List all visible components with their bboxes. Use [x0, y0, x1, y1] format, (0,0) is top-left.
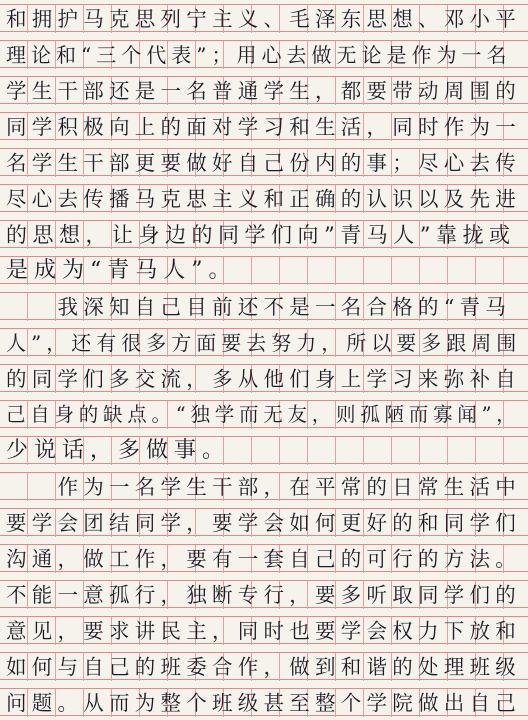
- essay-line-row: [0, 436, 528, 464]
- essay-line-row: [0, 364, 528, 392]
- grid-cell: [308, 257, 336, 285]
- grid-cell: [336, 437, 364, 465]
- grid-cell: [476, 437, 504, 465]
- essay-line-row: [0, 580, 528, 608]
- essay-line-row: [0, 292, 528, 320]
- essay-line-row: [0, 112, 528, 140]
- essay-line-text: 同学积极向上的面对学习和生活，同时作为一: [6, 115, 521, 139]
- grid-cell: [420, 257, 448, 285]
- grid-cell: [392, 257, 420, 285]
- grid-cell: [448, 257, 476, 285]
- essay-line-row: [0, 616, 528, 644]
- grid-cell: [280, 437, 308, 465]
- essay-line-text: 沟通，做工作，要有一套自己的可行的方法。: [6, 547, 521, 571]
- grid-cell: [476, 257, 504, 285]
- essay-line-text: 名学生干部更要做好自己份内的事；尽心去传: [6, 151, 521, 175]
- essay-line-row: [0, 184, 528, 212]
- essay-line-text: 我深知自己目前还不是一名合格的“青马: [6, 295, 511, 319]
- essay-line-text: 意见，要求讲民主，同时也要学会权力下放和: [6, 619, 521, 643]
- essay-line-row: [0, 220, 528, 248]
- essay-line-text: 和拥护马克思列宁主义、毛泽东思想、邓小平: [6, 7, 521, 31]
- grid-cell: [252, 257, 280, 285]
- essay-line-row: [0, 472, 528, 500]
- essay-line-text: 作为一名学生干部，在平常的日常生活中: [6, 475, 521, 499]
- essay-line-text: 的思想，让身边的同学们向”青马人”靠拢或: [6, 223, 516, 247]
- grid-cell: [504, 257, 528, 285]
- essay-line-row: [0, 508, 528, 536]
- essay-line-row: [0, 4, 528, 32]
- essay-line-text: 少说话，多做事。: [6, 438, 231, 463]
- essay-line-row: [0, 544, 528, 572]
- essay-line-row: [0, 256, 528, 284]
- essay-line-row: [0, 40, 528, 68]
- grid-cell: [392, 437, 420, 465]
- essay-line-text: 人”，还有很多方面要去努力，所以要多跟周围: [6, 331, 522, 355]
- essay-line-text: 问题。从而为整个班级甚至整个学院做出自己: [6, 691, 521, 715]
- essay-line-text: 尽心去传播马克思主义和正确的认识以及先进: [6, 187, 521, 211]
- grid-cell: [308, 437, 336, 465]
- grid-cell: [252, 437, 280, 465]
- essay-line-text: 理论和“三个代表”；用心去做无论是作为一名: [6, 43, 512, 67]
- essay-line-row: [0, 76, 528, 104]
- essay-line-row: [0, 148, 528, 176]
- essay-line-row: [0, 328, 528, 356]
- grid-cell: [448, 437, 476, 465]
- essay-line-text: 的同学们多交流，多从他们身上学习来弥补自: [6, 367, 521, 391]
- grid-cell: [364, 437, 392, 465]
- grid-cell: [280, 257, 308, 285]
- grid-cell: [504, 437, 528, 465]
- essay-line-text: 是成为“青马人”。: [6, 258, 237, 283]
- essay-line-text: 如何与自己的班委合作，做到和谐的处理班级: [6, 655, 521, 679]
- essay-line-text: 要学会团结同学，要学会如何更好的和同学们: [6, 511, 521, 535]
- essay-line-row: [0, 688, 528, 716]
- grid-cell: [420, 437, 448, 465]
- essay-line-text: 不能一意孤行，独断专行，要多听取同学们的: [6, 583, 521, 607]
- essay-line-text: 己自身的缺点。“独学而无友，则孤陋而寡闻”，: [6, 403, 521, 426]
- grid-cell: [336, 257, 364, 285]
- grid-cell: [364, 257, 392, 285]
- essay-line-text: 学生干部还是一名普通学生，都要带动周围的: [6, 79, 521, 103]
- essay-line-row: [0, 652, 528, 680]
- essay-line-row: [0, 400, 528, 428]
